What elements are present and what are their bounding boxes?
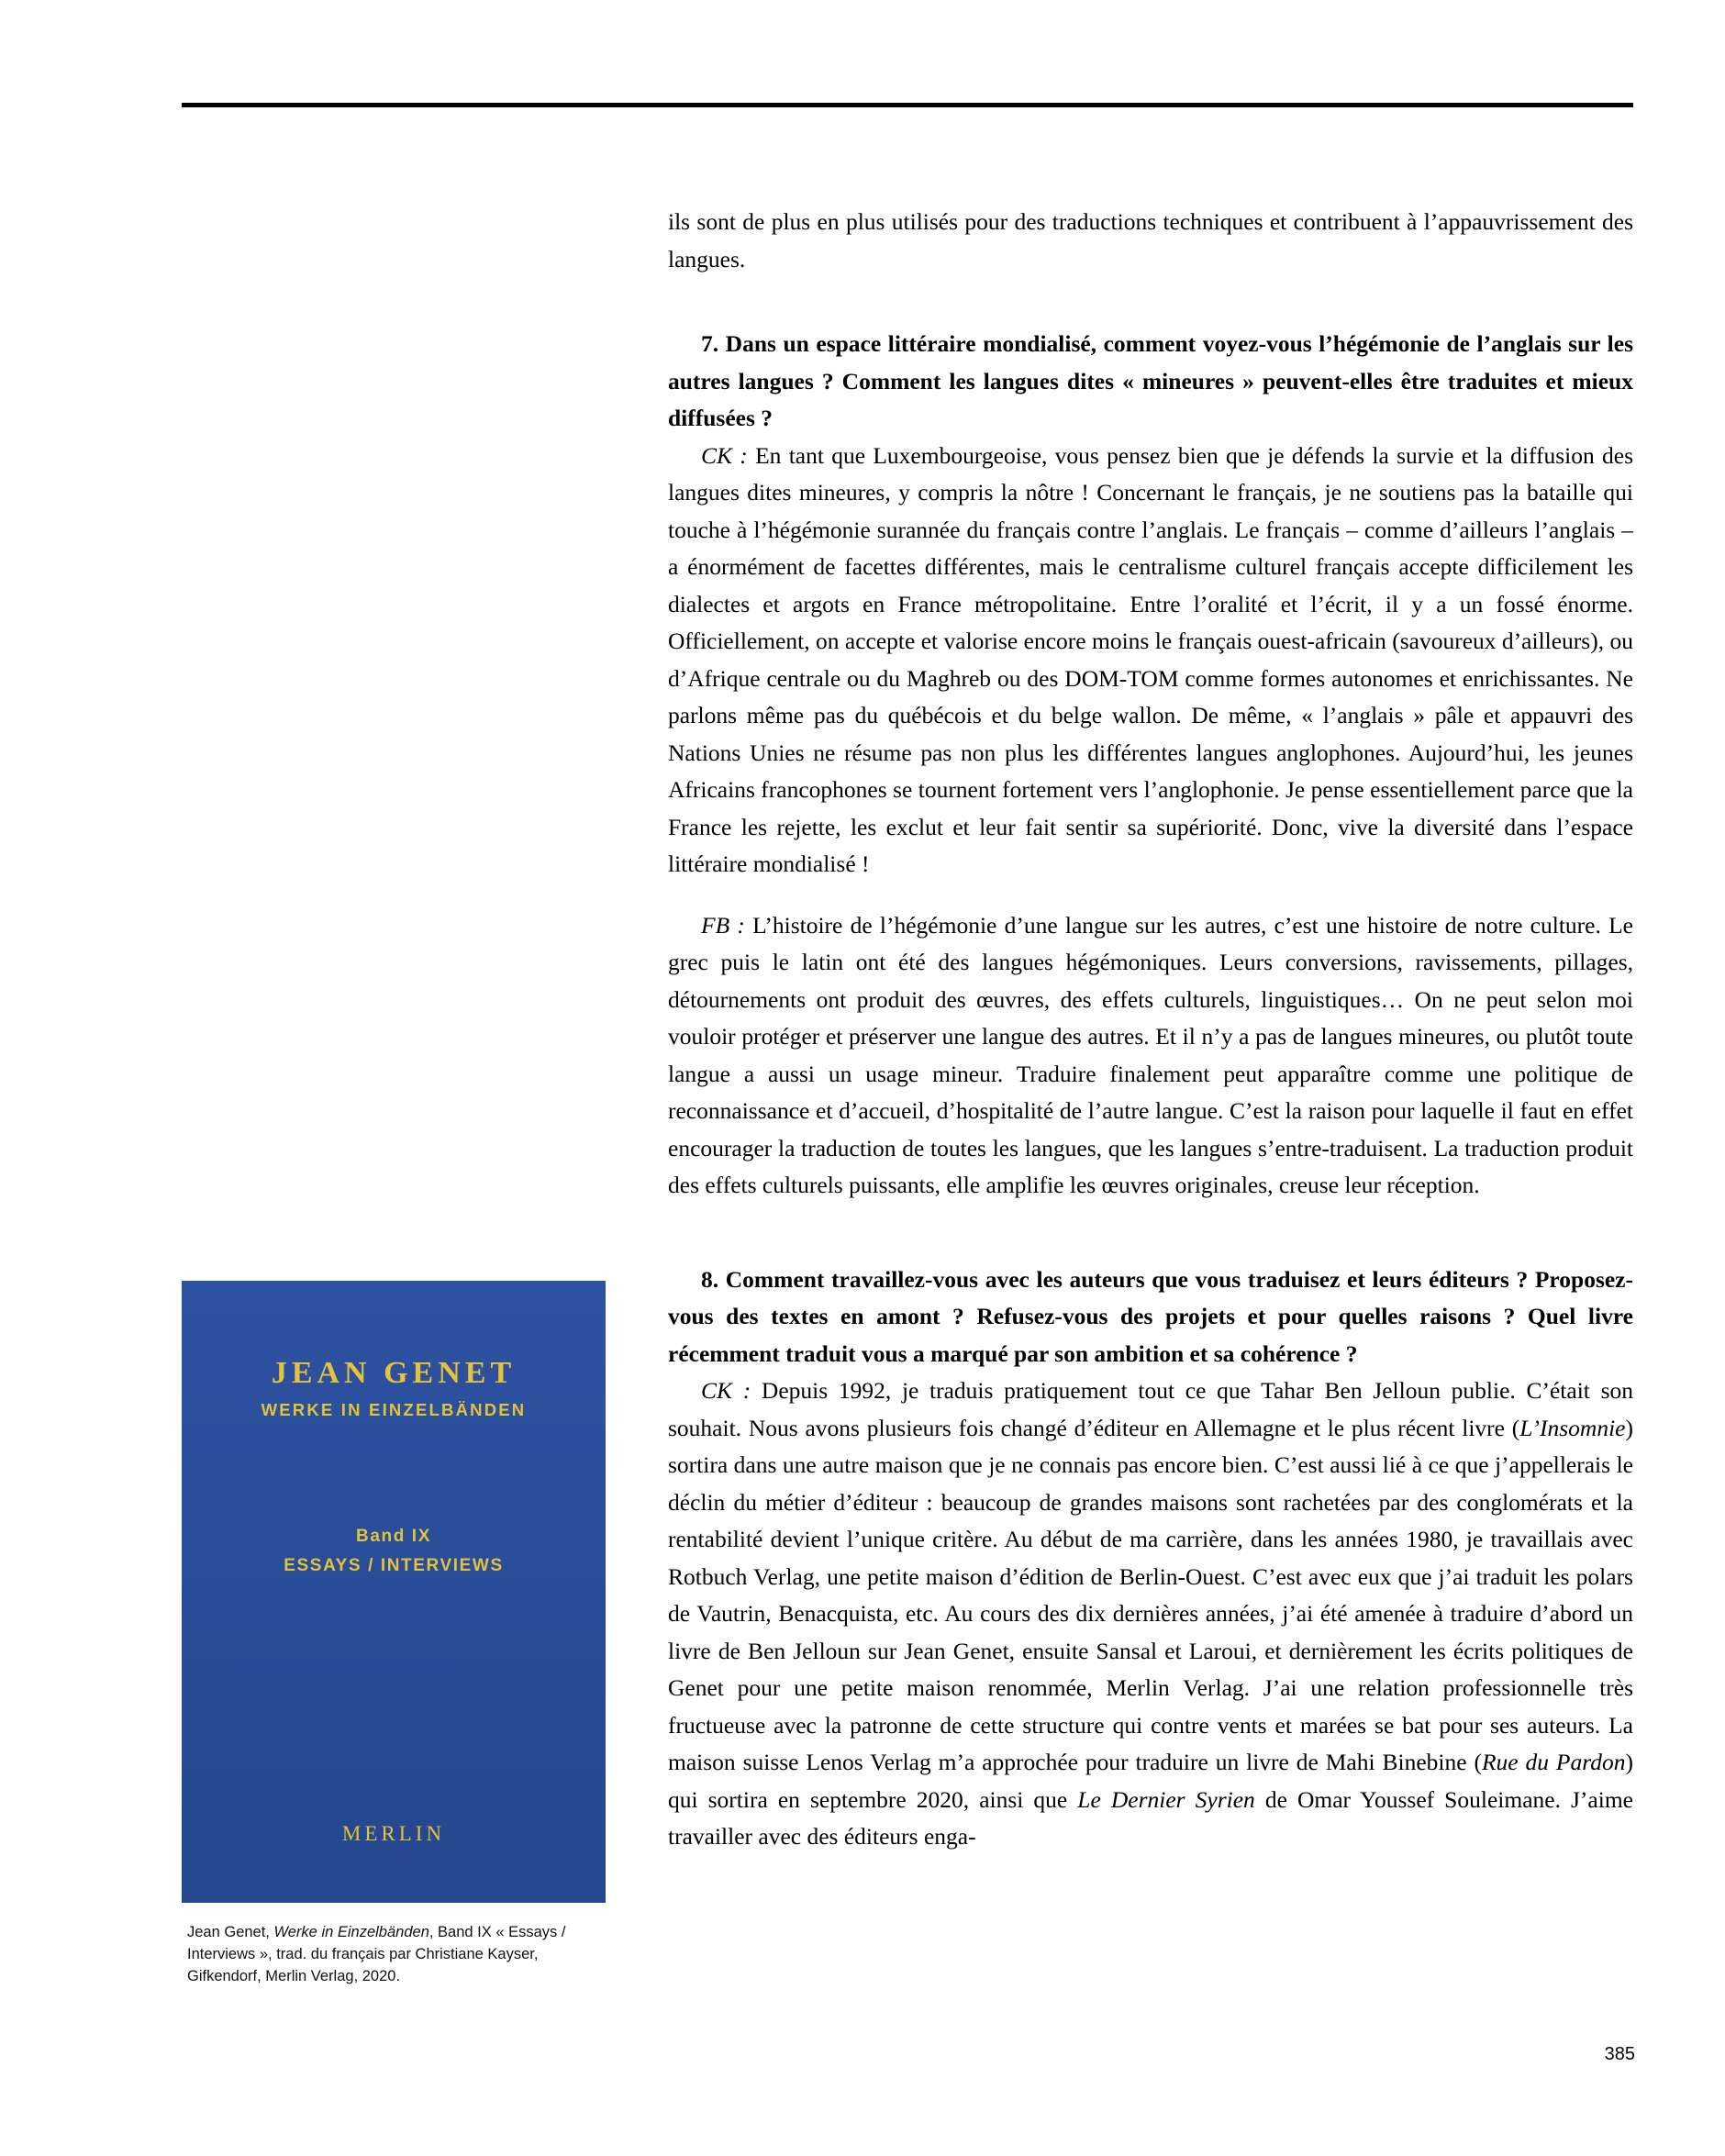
- answer-7-ck-text: En tant que Luxembourgeoise, vous pensez bien que je défends la survie et la diffusion des langues dites mineures, y compris la nôtre ! Concernant le français, je ne soutiens pas la bataille qui touche à l’hégémonie surannée du français contre l’anglais. Le français – comme d’ailleurs l’anglais – a énormément de facettes différentes, mais le centralisme culturel français accepte difficilement les dialectes et argots en France métropolitaine. Entre l’oralité et l’écrit, il y a un fossé énorme. Officiellement, on accepte et valorise encore moins le français ouest-africain (savoureux d’ailleurs), ou d’Afrique centrale ou du Maghreb ou des DOM-TOM comme formes autonomes et enrichissantes. Ne parlons même pas du québécois et du belge wallon. De même, « l’anglais » pâle et appauvri des Nations Unies ne résume pas non plus les différentes langues anglophones. Aujourd’hui, les jeunes Africains francophones se tournent fortement vers l’anglophonie. Je pense essentiellement parce que la France les rejette, les exclut et leur fait sentir sa supériorité. Donc, vive la diversité dans l’espace littéraire mondialisé !: [668, 441, 1633, 877]
- answer-7-fb: [668, 907, 1633, 1205]
- header-rule: [182, 103, 1633, 107]
- text-column: [668, 204, 1633, 1856]
- book-title-dernier-syrien: Le Dernier Syrien: [1077, 1785, 1255, 1813]
- cover-volume-kind: ESSAYS / INTERVIEWS: [284, 1556, 504, 1575]
- caption-book-title: Werke in Einzelbänden: [273, 1924, 429, 1940]
- cover-title: JEAN GENET: [271, 1356, 517, 1390]
- page-number: 385: [1604, 2044, 1635, 2064]
- answer-7-ck: [668, 438, 1633, 884]
- cover-subtitle: WERKE IN EINZELBÄNDEN: [261, 1400, 527, 1419]
- answer-8-ck-text-3: ) qui sortira en septembre 2020, ainsi que: [668, 1749, 1633, 1813]
- figure-caption: [187, 1921, 582, 1987]
- cover-band-number: Band IX: [356, 1527, 431, 1546]
- question-7: 7. Dans un espace littéraire mondialisé, comment voyez-vous l’hégémonie de l’anglais sur les autres langues ? Comment les langues dites « mineures » peuvent-elles être traduites et mieux diffusées ?: [668, 330, 1633, 431]
- speaker-ck: CK :: [701, 1377, 751, 1404]
- cover-publisher: MERLIN: [341, 1822, 446, 1845]
- paragraph-intro: ils sont de plus en plus utilisés pour des traductions techniques et contribuent à l’appauvrissement des langues.: [668, 208, 1633, 272]
- answer-8-ck-text-4: de Omar Youssef Souleimane. J’aime travailler avec des éditeurs enga-: [668, 1785, 1633, 1850]
- book-title-rue-du-pardon: Rue du Pardon: [1481, 1749, 1626, 1775]
- spacer: [668, 278, 1633, 326]
- question-8: 8. Comment travaillez-vous avec les auteurs que vous traduisez et leurs éditeurs ? Proposez-vous des textes en amont ? Refusez-vous des projets et pour quelles raisons ? Quel livre récemment traduit vous a marqué par son ambition et sa cohérence ?: [668, 1265, 1633, 1367]
- book-cover-image: [182, 1281, 606, 1903]
- answer-8-ck: [668, 1373, 1633, 1856]
- answer-8-ck-text-2: ) sortira dans une autre maison que je ne connais pas encore bien. C’est aussi lié à ce que j’appellerais le déclin du métier d’éditeur : beaucoup de grandes maisons sont rachetées par des conglomérats et la rentabilité devient l’unique critère. Au début de ma carrière, dans les années 1980, je travaillais avec Rotbuch Verlag, une petite maison d’édition de Berlin-Ouest. C’est avec eux que j’ai traduit les polars de Vautrin, Benacquista, etc. Au cours des dix dernières années, j’ai été amenée à traduire d’abord un livre de Ben Jelloun sur Jean Genet, ensuite Sansal et Laroui, et dernièrement les écrits politiques de Genet pour une petite maison renommée, Merlin Verlag. J’ai une relation professionnelle très fructueuse avec la patronne de cette structure qui contre vents et marées se bat pour ses auteurs. La maison suisse Lenos Verlag m’a approchée pour traduire un livre de Mahi Binebine (: [668, 1414, 1633, 1775]
- book-title-insomnie: L’Insomnie: [1519, 1414, 1626, 1441]
- answer-7-fb-text: L’histoire de l’hégémonie d’une langue sur les autres, c’est une histoire de notre culture. Le grec puis le latin ont été des langues hégémoniques. Leurs conversions, ravissements, pillages, détournements ont produit des œuvres, des effets culturels, linguistiques… On ne peut selon moi vouloir protéger et préserver une langue des autres. Et il n’y a pas de langues mineures, ou plutôt toute langue a aussi un usage mineur. Traduire finalement peut apparaître comme une politique de reconnaissance et d’accueil, d’hospitalité de l’autre langue. C’est la raison pour laquelle il faut en effet encourager la traduction de toutes les langues, que les langues s’entre-traduisent. La traduction produit des effets culturels puissants, elle amplifie les œuvres originales, creuse leur réception.: [668, 911, 1633, 1198]
- caption-text-2: , Band IX « Essays / Interviews », trad. du français par Christiane Kayser, Gifkendorf, Merlin Verlag, 2020.: [187, 1924, 566, 1984]
- spacer: [668, 1205, 1633, 1261]
- speaker-ck: CK :: [701, 441, 748, 469]
- speaker-fb: FB :: [701, 911, 745, 939]
- caption-text-1: Jean Genet,: [187, 1924, 274, 1940]
- answer-8-ck-text-1: Depuis 1992, je traduis pratiquement tout ce que Tahar Ben Jelloun publie. C’était son souhait. Nous avons plusieurs fois changé d’éditeur en Allemagne et le plus récent livre (: [668, 1377, 1633, 1441]
